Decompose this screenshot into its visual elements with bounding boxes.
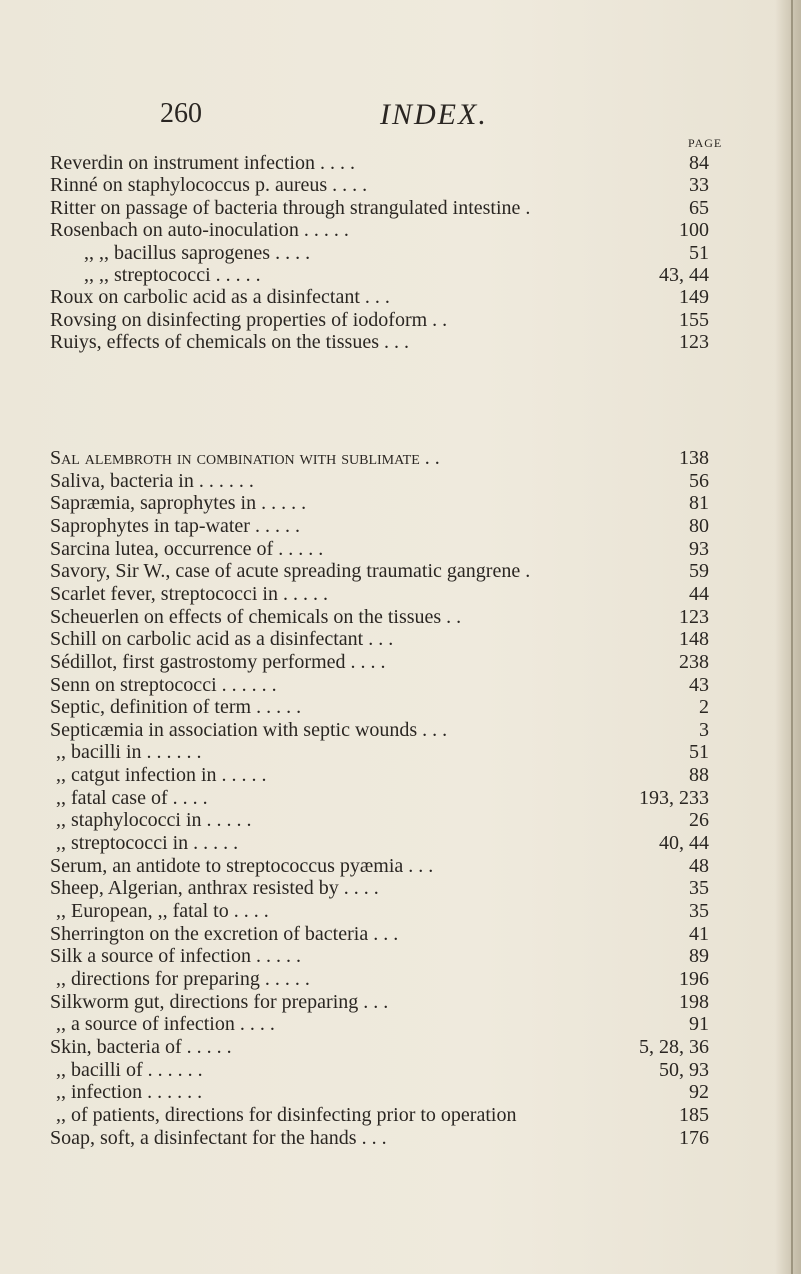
entry-pages: 176 xyxy=(679,1126,709,1149)
index-entry xyxy=(0,900,801,922)
index-entry xyxy=(0,219,801,241)
page-column-label: PAGE xyxy=(688,136,723,150)
entry-text: Saprophytes in tap-water . . . . . xyxy=(50,514,300,537)
entry-pages: 100 xyxy=(679,219,709,242)
page-header xyxy=(0,98,801,138)
entry-pages: 123 xyxy=(679,605,709,628)
index-entry xyxy=(0,197,801,219)
entry-pages: 148 xyxy=(679,628,709,651)
entry-pages: 91 xyxy=(689,1013,709,1036)
entry-text: ,, a source of infection . . . . xyxy=(56,1013,275,1036)
entry-text: ,, directions for preparing . . . . . xyxy=(56,967,310,990)
index-entry xyxy=(0,538,801,560)
index-entry xyxy=(0,286,801,308)
index-entry xyxy=(0,309,801,331)
entry-pages: 35 xyxy=(689,900,709,922)
entry-text: ,, staphylococci in . . . . . xyxy=(56,809,252,832)
index-entry xyxy=(0,1081,801,1103)
entry-text: ,, catgut infection in . . . . . xyxy=(56,764,267,787)
entry-text: Rosenbach on auto-inoculation . . . . . xyxy=(50,219,349,242)
entry-text: Scheuerlen on effects of chemicals on the tissues . . xyxy=(50,605,462,628)
index-entry xyxy=(0,696,801,718)
entry-pages: 92 xyxy=(689,1081,709,1104)
index-entry xyxy=(0,923,801,945)
index-entry xyxy=(0,606,801,628)
index-entry xyxy=(0,719,801,741)
entry-pages: 198 xyxy=(679,990,709,1013)
index-entry xyxy=(0,855,801,877)
index-entry xyxy=(0,809,801,831)
index-entry xyxy=(0,877,801,899)
entry-text: Silk a source of infection . . . . . xyxy=(50,945,302,968)
entry-text: ,, European, ,, fatal to . . . . xyxy=(56,900,269,922)
entry-pages: 196 xyxy=(679,967,709,990)
entry-pages: 33 xyxy=(689,174,709,197)
entry-text: Rinné on staphylococcus p. aureus . . . . xyxy=(50,174,368,197)
entry-pages: 51 xyxy=(689,241,709,264)
entry-pages: 185 xyxy=(679,1103,709,1126)
index-entry xyxy=(0,1104,801,1126)
entry-pages: 3 xyxy=(699,718,709,741)
entry-text: Saliva, bacteria in . . . . . . xyxy=(50,469,254,492)
index-entry xyxy=(0,174,801,196)
index-entry xyxy=(0,242,801,264)
entry-text: Sédillot, first gastrostomy performed . . . . xyxy=(50,650,386,673)
entry-text: ,, fatal case of . . . . xyxy=(56,786,208,809)
entry-text: Septic, definition of term . . . . . xyxy=(50,696,302,719)
index-entry xyxy=(0,832,801,854)
entry-text: ,, infection . . . . . . xyxy=(56,1081,203,1104)
entry-pages: 88 xyxy=(689,764,709,787)
entry-pages: 44 xyxy=(689,582,709,605)
index-entry xyxy=(0,968,801,990)
entry-text: Sapræmia, saprophytes in . . . . . xyxy=(50,492,307,515)
entry-pages: 93 xyxy=(689,537,709,560)
entry-text: ,, of patients, directions for disinfecting prior to operation xyxy=(56,1103,517,1126)
entry-pages: 40, 44 xyxy=(659,832,709,855)
entry-text: ,, bacilli of . . . . . . xyxy=(56,1058,203,1081)
index-entry xyxy=(0,152,801,174)
index-entry xyxy=(0,1036,801,1058)
entry-pages: 80 xyxy=(689,514,709,537)
entry-pages: 43, 44 xyxy=(659,264,709,286)
entry-pages: 48 xyxy=(689,854,709,877)
index-entry xyxy=(0,470,801,492)
index-entry xyxy=(0,741,801,763)
index-entry xyxy=(0,515,801,537)
entry-text: ,, ,, bacillus saprogenes . . . . xyxy=(84,241,311,264)
entry-pages: 41 xyxy=(689,922,709,945)
entry-text: Silkworm gut, directions for preparing . . . xyxy=(50,990,389,1013)
page-number: 260 xyxy=(160,98,202,129)
entry-pages: 149 xyxy=(679,286,709,309)
entry-text: Roux on carbolic acid as a disinfectant . . . xyxy=(50,286,390,309)
index-entry xyxy=(0,1059,801,1081)
entry-text: Ruiys, effects of chemicals on the tissues . . . xyxy=(50,331,410,354)
entry-text: ,, streptococci in . . . . . xyxy=(56,832,239,855)
entry-pages: 51 xyxy=(689,741,709,764)
index-entry xyxy=(0,628,801,650)
entry-text: ,, bacilli in . . . . . . xyxy=(56,741,202,764)
entry-text: ,, ,, streptococci . . . . . xyxy=(84,264,261,286)
entry-text: Serum, an antidote to streptococcus pyæmia . . . xyxy=(50,854,434,877)
entry-text: Sheep, Algerian, anthrax resisted by . . . . xyxy=(50,877,379,900)
entry-text: Soap, soft, a disinfectant for the hands . . . xyxy=(50,1126,387,1149)
entry-pages: 65 xyxy=(689,196,709,219)
index-entry xyxy=(0,945,801,967)
entry-text: Sherrington on the excretion of bacteria . . . xyxy=(50,922,399,945)
running-title: INDEX. xyxy=(380,98,488,131)
index-entry xyxy=(0,787,801,809)
entry-text: Ritter on passage of bacteria through strangulated intestine . xyxy=(50,196,531,219)
entry-text: Rovsing on disinfecting properties of iodoform . . xyxy=(50,308,448,331)
index-entry xyxy=(0,492,801,514)
entry-text: Skin, bacteria of . . . . . xyxy=(50,1035,232,1058)
entry-text: Sarcina lutea, occurrence of . . . . . xyxy=(50,537,324,560)
entry-pages: 123 xyxy=(679,331,709,354)
entry-pages: 35 xyxy=(689,877,709,900)
entry-text: Savory, Sir W., case of acute spreading traumatic gangrene . xyxy=(50,560,531,583)
entry-pages: 238 xyxy=(679,650,709,673)
index-entry xyxy=(0,764,801,786)
index-entry xyxy=(0,560,801,582)
entry-pages: 138 xyxy=(679,447,709,469)
entry-text: Senn on streptococci . . . . . . xyxy=(50,673,277,696)
entry-pages: 2 xyxy=(699,696,709,719)
entry-pages: 81 xyxy=(689,492,709,515)
entry-text: Septicæmia in association with septic wounds . . . xyxy=(50,718,448,741)
entry-pages: 193, 233 xyxy=(639,786,709,809)
entry-pages: 155 xyxy=(679,308,709,331)
entry-pages: 84 xyxy=(689,152,709,174)
index-entry xyxy=(0,583,801,605)
index-entry xyxy=(0,1013,801,1035)
entry-pages: 5, 28, 36 xyxy=(639,1035,709,1058)
index-entry xyxy=(0,447,801,469)
entry-text: Scarlet fever, streptococci in . . . . . xyxy=(50,582,328,605)
entry-text: Sal alembroth in combination with sublimate . . xyxy=(50,447,440,469)
entry-pages: 50, 93 xyxy=(659,1058,709,1081)
index-entry xyxy=(0,331,801,353)
entry-text: Schill on carbolic acid as a disinfectant . . . xyxy=(50,628,394,651)
entry-pages: 43 xyxy=(689,673,709,696)
entry-pages: 89 xyxy=(689,945,709,968)
index-entry xyxy=(0,651,801,673)
index-entry xyxy=(0,991,801,1013)
index-entry xyxy=(0,674,801,696)
entry-pages: 56 xyxy=(689,469,709,492)
entry-text: Reverdin on instrument infection . . . . xyxy=(50,152,355,174)
index-entry xyxy=(0,1127,801,1149)
entry-pages: 59 xyxy=(689,560,709,583)
entry-pages: 26 xyxy=(689,809,709,832)
index-entry xyxy=(0,264,801,286)
